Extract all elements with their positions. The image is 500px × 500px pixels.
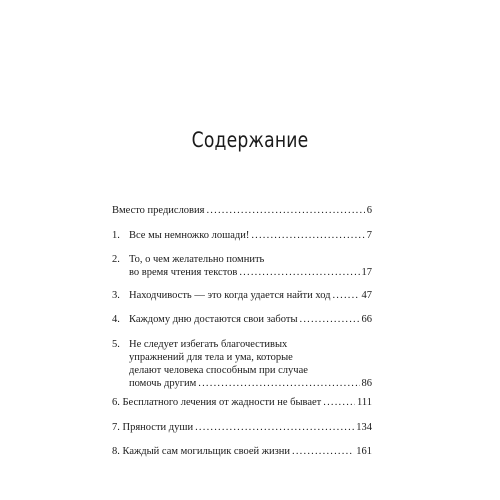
toc-page-number: 134 — [356, 422, 372, 433]
toc-page-number: 86 — [361, 378, 372, 389]
toc-page-number: 111 — [357, 397, 372, 408]
toc-entry-title: Каждому дню достаются свои заботы — [129, 314, 298, 325]
toc-entry-number: 5. — [112, 339, 120, 350]
toc-entry-title-line: упражнений для тела и ума, которые — [129, 352, 293, 363]
toc-entry-title: Вместо предисловия — [112, 205, 205, 216]
dot-leader — [323, 396, 355, 409]
toc-entry-6 — [112, 396, 372, 409]
toc-entry-4 — [112, 313, 372, 326]
toc-entry-1 — [112, 229, 372, 242]
toc-page-number: 6 — [366, 205, 372, 216]
dot-leader — [206, 204, 364, 217]
toc-entry-2 — [112, 253, 372, 279]
toc-entry-foreword — [112, 204, 372, 217]
toc-page-number: 7 — [366, 230, 372, 241]
dot-leader — [251, 229, 364, 242]
toc-entry-number: 2. — [112, 254, 120, 265]
toc-entry-title-line: Не следует избегать благочестивых — [129, 339, 288, 350]
dot-leader — [300, 313, 360, 326]
toc-entry-title-line: То, о чем желательно помнить — [129, 254, 265, 265]
page-title: Содержание — [191, 128, 309, 152]
toc-entry-7 — [112, 421, 372, 434]
toc-entry-title: во время чтения текстов — [129, 267, 238, 278]
toc-entry-number: 3. — [112, 290, 120, 301]
toc-entry-title: Все мы немножко лошади! — [129, 230, 250, 241]
toc-entry-number: 1. — [112, 230, 120, 241]
toc-entry-title: 6. Бесплатного лечения от жадности не бывает — [112, 397, 322, 408]
dot-leader — [292, 445, 354, 458]
toc-entry-number: 4. — [112, 314, 120, 325]
toc-entry-8 — [112, 445, 372, 458]
dot-leader — [239, 266, 359, 279]
dot-leader — [198, 377, 359, 390]
dot-leader — [195, 421, 354, 434]
dot-leader — [332, 289, 359, 302]
toc-entry-title-line: делают человека способным при случае — [129, 365, 308, 376]
toc-page-number: 161 — [356, 446, 372, 457]
toc-entry-title: 8. Каждый сам могильщик своей жизни — [112, 446, 291, 457]
toc-entry-title: 7. Пряности души — [112, 422, 194, 433]
toc-page-number: 47 — [361, 290, 372, 301]
toc-entry-5 — [112, 338, 372, 390]
toc-entry-title: Находчивость — это когда удается найти ход — [129, 290, 331, 301]
toc-page-number: 17 — [361, 267, 372, 278]
toc-entry-title: помочь другим — [129, 378, 197, 389]
toc-page-number: 66 — [361, 314, 372, 325]
toc-entry-3 — [112, 289, 372, 302]
